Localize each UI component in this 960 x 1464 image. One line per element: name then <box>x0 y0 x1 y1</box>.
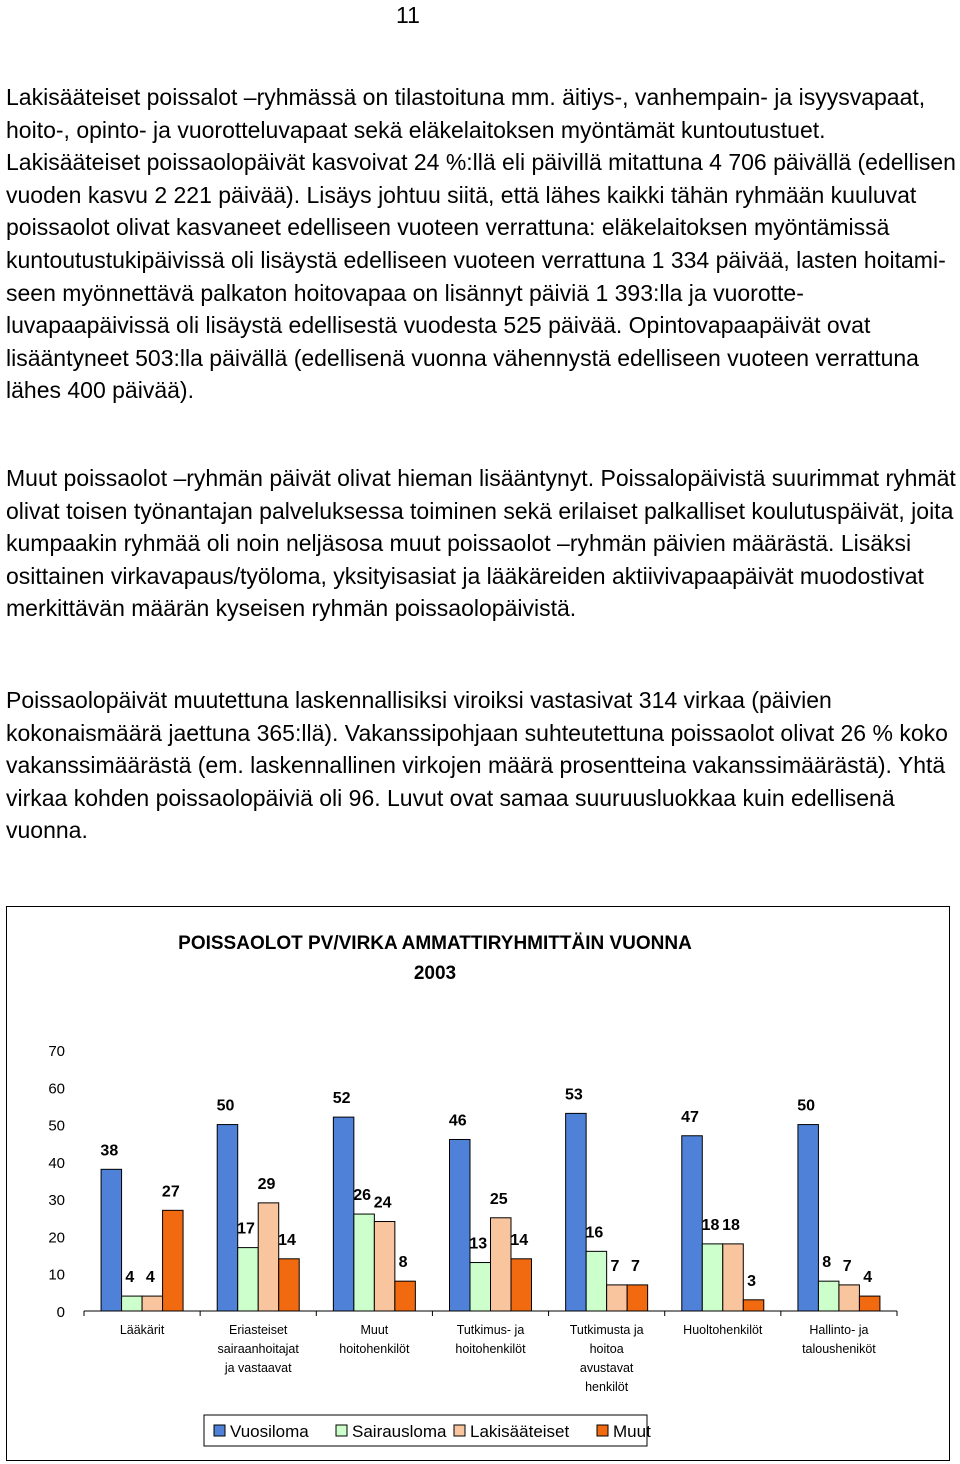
y-tick-label: 0 <box>56 1304 65 1321</box>
data-label: 7 <box>842 1257 852 1275</box>
absence-bar-chart <box>7 907 948 1459</box>
data-label: 26 <box>353 1187 372 1205</box>
paragraph-muut-poissaolot: Muut poissaolot –ryhmän päivät olivat hieman lisääntynyt. Poissalopäivistä suurimmat ryhmät olivat toisen työnantajan palveluksessa toiminen sekä erilaiset palkalliset koulutuspäivät, joita kumpaakin ryhmää oli noin neljäsosa muut poissaolot –ryhmän päivien määrästä. Lisäksi osittainen virkavapaus/työloma, yksityisasiat ja lääkäreiden aktiivivapaapäivät muodostivat merkittävän määrän kyseisen ryhmän poissaolopäivistä. <box>6 465 956 622</box>
x-category-label: hoitohenkilöt <box>339 1342 410 1356</box>
data-label: 25 <box>489 1190 508 1208</box>
legend-swatch <box>597 1425 608 1436</box>
data-label: 4 <box>863 1269 873 1287</box>
chart-frame <box>6 906 950 1461</box>
y-tick-label: 10 <box>48 1266 65 1284</box>
bar-sairausloma <box>818 1281 839 1311</box>
bar-vuosiloma <box>101 1169 122 1311</box>
data-label: 27 <box>161 1183 180 1201</box>
data-label: 8 <box>822 1254 832 1272</box>
data-label: 38 <box>100 1142 119 1160</box>
x-category-label: Tutkimusta ja <box>569 1323 644 1337</box>
legend-swatch <box>336 1425 347 1436</box>
data-label: 16 <box>585 1224 604 1242</box>
bar-muut <box>859 1296 880 1311</box>
x-category-label: hoitohenkilöt <box>455 1342 526 1356</box>
x-category-label: sairaanhoitajat <box>217 1342 299 1356</box>
x-category-label: avustavat <box>579 1361 634 1375</box>
x-category-label: talousheniköt <box>802 1342 876 1356</box>
x-category-label: ja vastaavat <box>224 1361 292 1375</box>
data-label: 46 <box>448 1112 467 1130</box>
data-label: 7 <box>630 1257 640 1275</box>
bar-sairausloma <box>354 1214 375 1311</box>
bar-lakisääteiset <box>491 1218 512 1311</box>
bar-muut <box>743 1300 764 1311</box>
bar-lakisääteiset <box>374 1222 395 1311</box>
y-tick-label: 60 <box>48 1080 65 1098</box>
data-label: 47 <box>681 1108 699 1126</box>
data-label: 4 <box>125 1269 135 1287</box>
bar-vuosiloma <box>682 1136 703 1311</box>
data-label: 8 <box>398 1254 408 1272</box>
bar-muut <box>163 1210 184 1311</box>
bar-sairausloma <box>122 1296 143 1311</box>
x-category-label: Tutkimus- ja <box>456 1323 525 1337</box>
data-label: 50 <box>797 1097 816 1115</box>
data-label: 29 <box>257 1175 276 1193</box>
x-category-label: henkilöt <box>585 1380 629 1394</box>
chart-title-line: 2003 <box>413 963 457 984</box>
y-tick-label: 50 <box>48 1117 65 1135</box>
legend-label: Lakisääteiset <box>470 1422 570 1441</box>
legend-swatch <box>454 1425 465 1436</box>
data-label: 14 <box>278 1231 296 1249</box>
data-label: 50 <box>216 1097 235 1115</box>
chart-title-line: POISSAOLOT PV/VIRKA AMMATTIRYHMITTÄIN VUONNA <box>178 933 692 954</box>
x-category-label: Muut <box>360 1323 389 1337</box>
bar-vuosiloma <box>217 1125 238 1311</box>
data-label: 7 <box>610 1257 620 1275</box>
y-tick-label: 30 <box>48 1192 65 1210</box>
data-label: 52 <box>332 1090 351 1108</box>
bar-sairausloma <box>702 1244 723 1311</box>
bar-muut <box>279 1259 300 1311</box>
bar-vuosiloma <box>566 1113 587 1311</box>
data-label: 13 <box>469 1235 488 1253</box>
bar-lakisääteiset <box>607 1285 628 1311</box>
bar-vuosiloma <box>450 1139 471 1311</box>
y-tick-label: 20 <box>48 1229 65 1247</box>
x-category-label: Hallinto- ja <box>809 1323 869 1337</box>
legend-label: Vuosiloma <box>230 1422 309 1441</box>
bar-muut <box>395 1281 416 1311</box>
bar-muut <box>511 1259 532 1311</box>
data-label: 4 <box>145 1269 155 1287</box>
bar-lakisääteiset <box>839 1285 860 1311</box>
bar-sairausloma <box>238 1248 259 1311</box>
x-category-label: hoitoa <box>589 1342 624 1356</box>
legend-label: Muut <box>613 1422 651 1441</box>
data-label: 14 <box>510 1231 529 1249</box>
data-label: 18 <box>722 1216 740 1234</box>
data-label: 17 <box>237 1220 255 1238</box>
bar-vuosiloma <box>798 1125 819 1311</box>
data-label: 53 <box>564 1086 583 1104</box>
paragraph-laskennalliset-virat: Poissaolopäivät muutettuna laskennallisiksi viroiksi vastasivat 314 virkaa (päivien kokonaismäärä jaettuna 365:llä). Vakanssipohjaan suhteutettuna poissaolot olivat 26 % koko vakanssimäärästä (em. laskennallinen virkojen määrä prosentteina vakanssimäärästä). Yhtä virkaa kohden poissaolopäiviä oli 96. Luvut ovat samaa suuruusluokkaa kuin edellisenä vuonna. <box>6 687 948 844</box>
data-label: 18 <box>701 1216 720 1234</box>
x-category-label: Huoltohenkilöt <box>683 1323 763 1337</box>
data-label: 24 <box>373 1194 392 1212</box>
bar-sairausloma <box>586 1251 607 1311</box>
y-tick-label: 40 <box>48 1154 65 1172</box>
bar-lakisääteiset <box>723 1244 744 1311</box>
y-tick-label: 70 <box>48 1043 65 1060</box>
page-number: 11 <box>396 2 420 28</box>
paragraph-lakisaateiset: Lakisääteiset poissalot –ryhmässä on tilastoituna mm. äitiys-, vanhempain- ja isyysvapaat, hoito-, opinto- ja vuorotteluvapaat sekä eläkelaitoksen myöntämät kuntoutustuet. Lakisääteiset poissaolopäivät kasvoivat 24 %:llä eli päivillä mitattuna 4 706 päivällä (edellisen vuoden kasvu 2 221 päivää). Lisäys johtuu siitä, että lähes kaikki tähän ryhmään kuuluvat poissaolot olivat kasvaneet edelliseen vuoteen verrattuna: eläkelaitoksen myöntämissä kuntoutustukipäivissä oli lisäystä edelliseen vuoteen verrattuna 1 334 päivää, lasten hoitamiseen myönnettävä palkaton hoitovapaa on lisännyt päiviä 1 393:lla ja vuorotteluvapaapäivissä oli lisäystä edellisestä vuodesta 525 päivää. Opintovapaapäivät ovat lisääntyneet 503:lla päivällä (edellisenä vuonna vähennystä edelliseen vuoteen verrattuna lähes 400 päivää). <box>6 84 956 404</box>
x-category-label: Eriasteiset <box>229 1323 288 1337</box>
legend-swatch <box>214 1425 225 1436</box>
data-label: 3 <box>747 1272 756 1290</box>
bar-sairausloma <box>470 1263 491 1311</box>
x-category-label: Lääkärit <box>119 1323 165 1337</box>
bar-vuosiloma <box>333 1117 354 1311</box>
bar-lakisääteiset <box>142 1296 163 1311</box>
legend-label: Sairausloma <box>352 1422 447 1441</box>
bar-muut <box>627 1285 648 1311</box>
bar-lakisääteiset <box>258 1203 279 1311</box>
